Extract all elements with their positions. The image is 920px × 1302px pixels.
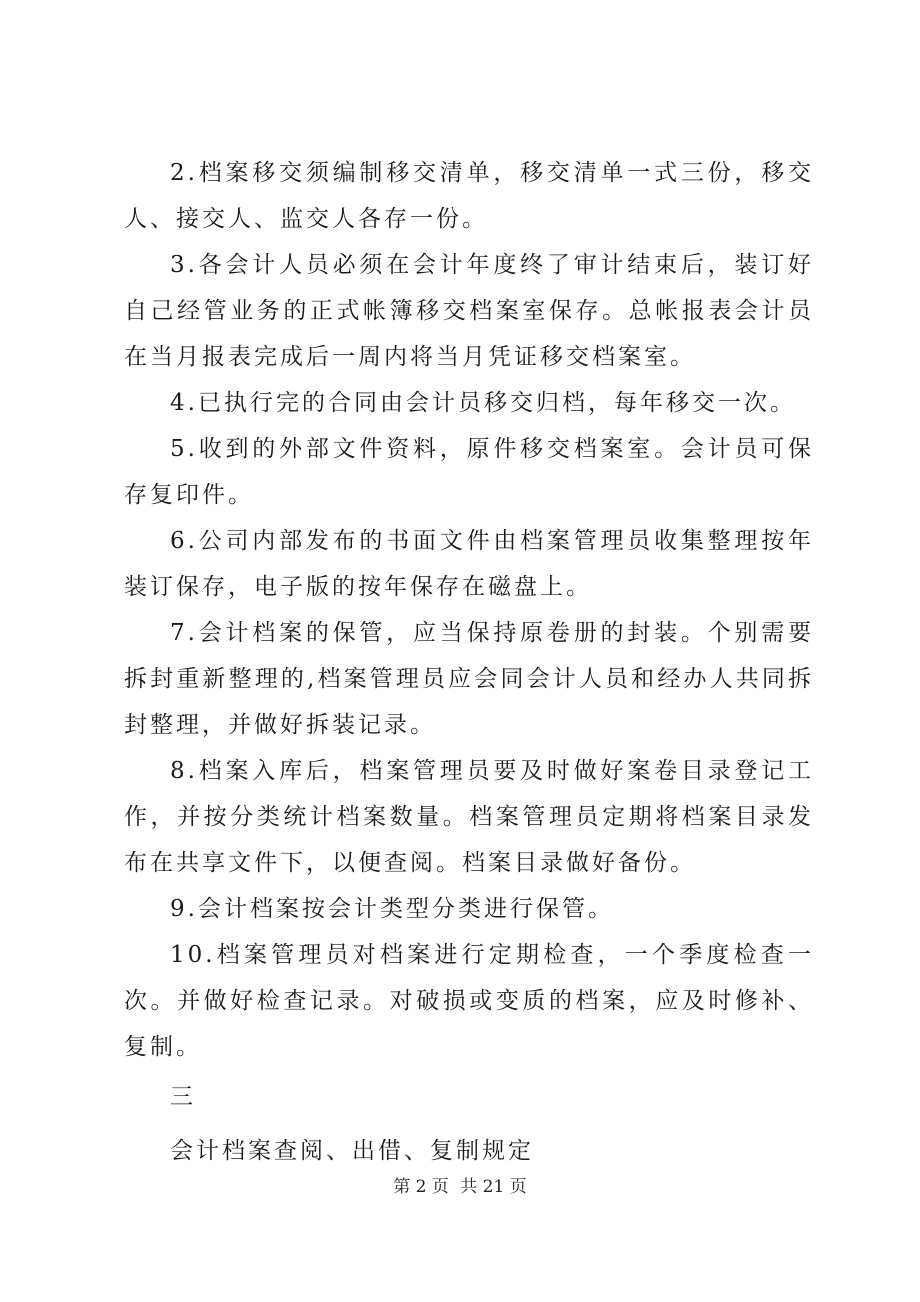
- page-total: 共 21 页: [460, 1177, 527, 1197]
- paragraph-item-10: 10.档案管理员对档案进行定期检查，一个季度检查一次。并做好检查记录。对破损或变质的档案，应及时修补、复制。: [124, 942, 814, 1060]
- paragraph-item-2: 2.档案移交须编制移交清单，移交清单一式三份，移交人、接交人、监交人各存一份。: [124, 160, 814, 232]
- paragraph-item-3: 3.各会计人员必须在会计年度终了审计结束后，装订好自己经管业务的正式帐簿移交档案室保存。总帐报表会计员在当月报表完成后一周内将当月凭证移交档案室。: [124, 252, 814, 370]
- paragraph-item-7: 7.会计档案的保管，应当保持原卷册的封装。个别需要拆封重新整理的,档案管理员应会同会计人员和经办人共同拆封整理，并做好拆装记录。: [124, 620, 814, 738]
- paragraph-item-5: 5.收到的外部文件资料，原件移交档案室。会计员可保存复印件。: [124, 436, 814, 508]
- paragraph-item-6: 6.公司内部发布的书面文件由档案管理员收集整理按年装订保存，电子版的按年保存在磁盘上。: [124, 528, 814, 600]
- paragraph-item-9: 9.会计档案按会计类型分类进行保管。: [170, 896, 614, 922]
- paragraph-item-4: 4.已执行完的合同由会计员移交归档，每年移交一次。: [170, 390, 796, 416]
- document-body: [124, 150, 814, 1174]
- section-title: 会计档案查阅、出借、复制规定: [170, 1138, 534, 1164]
- section-number: 三: [170, 1084, 196, 1110]
- paragraph-item-8: 8.档案入库后，档案管理员要及时做好案卷目录登记工作，并按分类统计档案数量。档案管理员定期将档案目录发布在共享文件下，以便查阅。档案目录做好备份。: [124, 758, 814, 876]
- page-number: 第 2 页: [393, 1177, 449, 1197]
- page-footer: [0, 1172, 920, 1197]
